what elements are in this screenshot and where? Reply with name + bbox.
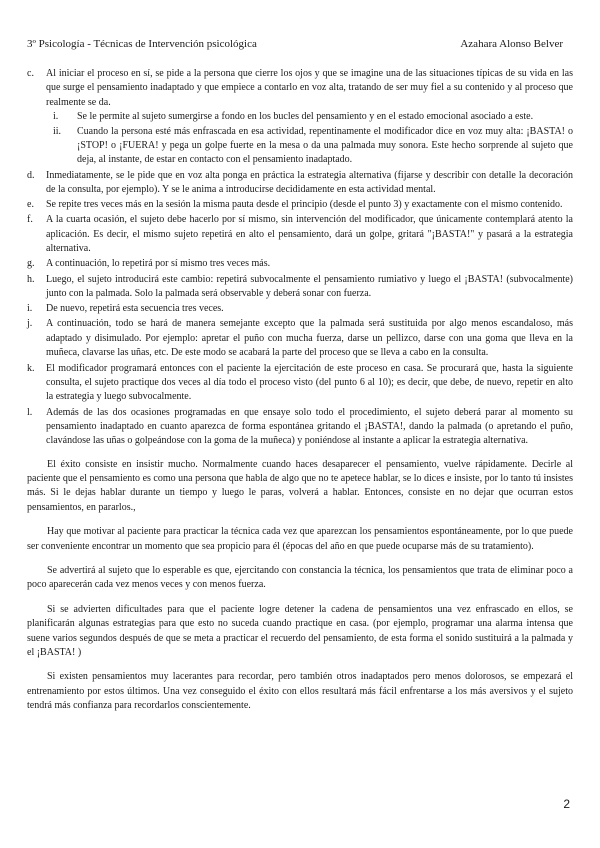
body-paragraph: Si se advierten dificultades para que el paciente logre detener la cadena de pensamientos una vez enfrascado en ellos, se planificarán algunas estrategias para que esto no suceda cuando practique en casa. (por ejemplo, programar una alarma intensa que suene varios segundos después de que se meta a practicar el recuerdo del pensamiento, de esta forma el sonido sustituirá a la palmada y el ¡BASTA! ) <box>27 603 573 658</box>
list-item-text: Además de las dos ocasiones programadas en que ensaye solo todo el procedimiento, el sujeto deberá parar al momento su pensamiento inadaptado en cuanto aparezca de forma espontánea gritando el ¡BASTA!, dando la palmada (o apretando el puño, clavándose las uñas o golpeándose con la goma de la muñeca) y poniéndose al instante a aplicar la estrategia alternativa. <box>46 406 573 447</box>
list-marker: e. <box>27 199 34 211</box>
list-marker: h. <box>27 273 35 285</box>
list-item <box>27 213 573 256</box>
list-item-text: Inmediatamente, se le pide que en voz alta ponga en práctica la estrategia alternativa (fijarse y describir con detalle la decoración de la consulta, por ejemplo). Y se le anima a introducirse decididamente en esta actividad mental. <box>46 169 573 196</box>
header-course-title: 3º Psicología - Técnicas de Intervención psicológica <box>27 38 257 50</box>
list-item-text: Se repite tres veces más en la sesión la misma pauta desde el principio (desde el punto 3) y exactamente con el mismo contenido. <box>46 199 563 211</box>
sub-list-item-text: Cuando la persona esté más enfrascada en esa actividad, repentinamente el modificador dice en voz muy alta: ¡BASTA! o ¡STOP! o ¡FUERA! y pega un golpe fuerte en la mesa o da una palmada muy sonora. Este hecho sorprende al sujeto que deja, al instante, de estar en contacto con el pensamiento inadaptado. <box>77 125 573 166</box>
header-author: Azahara Alonso Belver <box>460 38 563 50</box>
section-spacer <box>27 450 573 458</box>
list-item <box>27 302 573 316</box>
list-item-text: Al iniciar el proceso en sí, se pide a la persona que cierre los ojos y que se imagine una de las situaciones típicas de su vida en las que surge el pensamiento inadaptado y que empiece a contarlo en voz alta, tratando de ser muy fiel a su contenido y al proceso que realmente se da. <box>46 68 573 108</box>
list-marker: g. <box>27 258 35 270</box>
list-marker: f. <box>27 214 33 226</box>
list-item-text: De nuevo, repetirá esta secuencia tres veces. <box>46 303 224 315</box>
list-item <box>27 362 573 405</box>
sub-list-marker: ii. <box>53 125 62 137</box>
list-marker: c. <box>27 68 34 79</box>
page-header <box>27 38 573 50</box>
list-item <box>27 406 573 449</box>
list-marker: k. <box>27 362 35 374</box>
procedure-steps-list <box>27 67 573 449</box>
list-item-text: El modificador programará entonces con el paciente la ejercitación de este proceso en casa. Se procurará que, hasta la siguiente consulta, el sujeto practique dos veces al día todo el proceso visto (del punto 6 al 10); es decir, que debe, de nuevo, repetir en alto la estrategia y luego subvocalmente. <box>46 362 573 403</box>
sub-list-marker: i. <box>53 111 59 123</box>
list-item <box>27 67 573 168</box>
body-paragraph: Se advertirá al sujeto que lo esperable es que, ejercitando con constancia la técnica, los pensamientos que trata de eliminar poco a poco aparecerán cada vez menos veces y con menos fuerza. <box>27 564 573 591</box>
list-item-text: A continuación, todo se hará de manera semejante excepto que la palmada será sustituida por algo menos escandaloso, más adaptado y disimulado. Por ejemplo: apretar el puño con mucha fuerza, darse un pellizco, darse con una goma que lleva en la muñeca, clavarse las uñas, etc. De este modo se acabará la parte del proceso que se lleva a cabo en la consulta. <box>46 318 573 359</box>
document-page <box>27 38 573 724</box>
list-item-text: A continuación, lo repetirá por sí mismo tres veces más. <box>46 258 271 270</box>
sub-list-item <box>46 125 573 168</box>
list-item-text: A la cuarta ocasión, el sujeto debe hacerlo por sí mismo, sin intervención del modificador, que únicamente contemplará atento la aplicación. Es decir, el mismo sujeto repetirá en alto el pensamiento, dará un golpe, gritará "¡BASTA!" y pasará a la estrategia alternativa. <box>46 214 573 255</box>
sub-list-item-text: Se le permite al sujeto sumergirse a fondo en los bucles del pensamiento y en el estado emocional asociado a este. <box>77 111 534 123</box>
sub-list <box>46 110 573 168</box>
list-item <box>27 317 573 360</box>
body-paragraph: El éxito consiste en insistir mucho. Normalmente cuando haces desaparecer el pensamiento, vuelve rápidamente. Decirle al paciente que el pensamiento es como una persona que habla de algo que no te apetece hablar, se lo dices e insiste, por lo tanto tú insistes más. Si le dejas hablar durante un tiempo y luego le paras, volverá a hablar. Entonces, consiste en no dejar que ocurran estos pensamientos, en pararlos., <box>27 458 573 513</box>
list-item-text: Luego, el sujeto introducirá este cambio: repetirá subvocalmente el pensamiento rumiativo y luego el ¡BASTA! (subvocalmente) junto con la palmada. Solo la palmada será observable y deberá sonar con fuerza. <box>46 273 573 300</box>
page-number: 2 <box>563 797 570 811</box>
list-item <box>27 198 573 212</box>
body-paragraph: Si existen pensamientos muy lacerantes para recordar, pero también otros inadaptados pero menos dolorosos, se empezará el entrenamiento por estos últimos. Una vez conseguido el éxito con ellos resultará más fácil enfrentarse a los más aversivos y el sujeto tendrá más confianza para recordarlos conscientemente. <box>27 671 573 712</box>
sub-list-item <box>46 110 573 124</box>
list-item <box>27 169 573 198</box>
body-paragraph: Hay que motivar al paciente para practicar la técnica cada vez que aparezcan los pensamientos espontáneamente, por lo que puede ser conveniente encontrar un momento que sea propicio para él (épocas del año en que puede ocuparse más de su tratamiento). <box>27 526 573 552</box>
list-marker: l. <box>27 406 33 418</box>
list-item <box>27 257 573 271</box>
list-marker: j. <box>27 318 33 330</box>
list-marker: i. <box>27 303 33 315</box>
list-item <box>27 273 573 302</box>
list-marker: d. <box>27 169 35 181</box>
